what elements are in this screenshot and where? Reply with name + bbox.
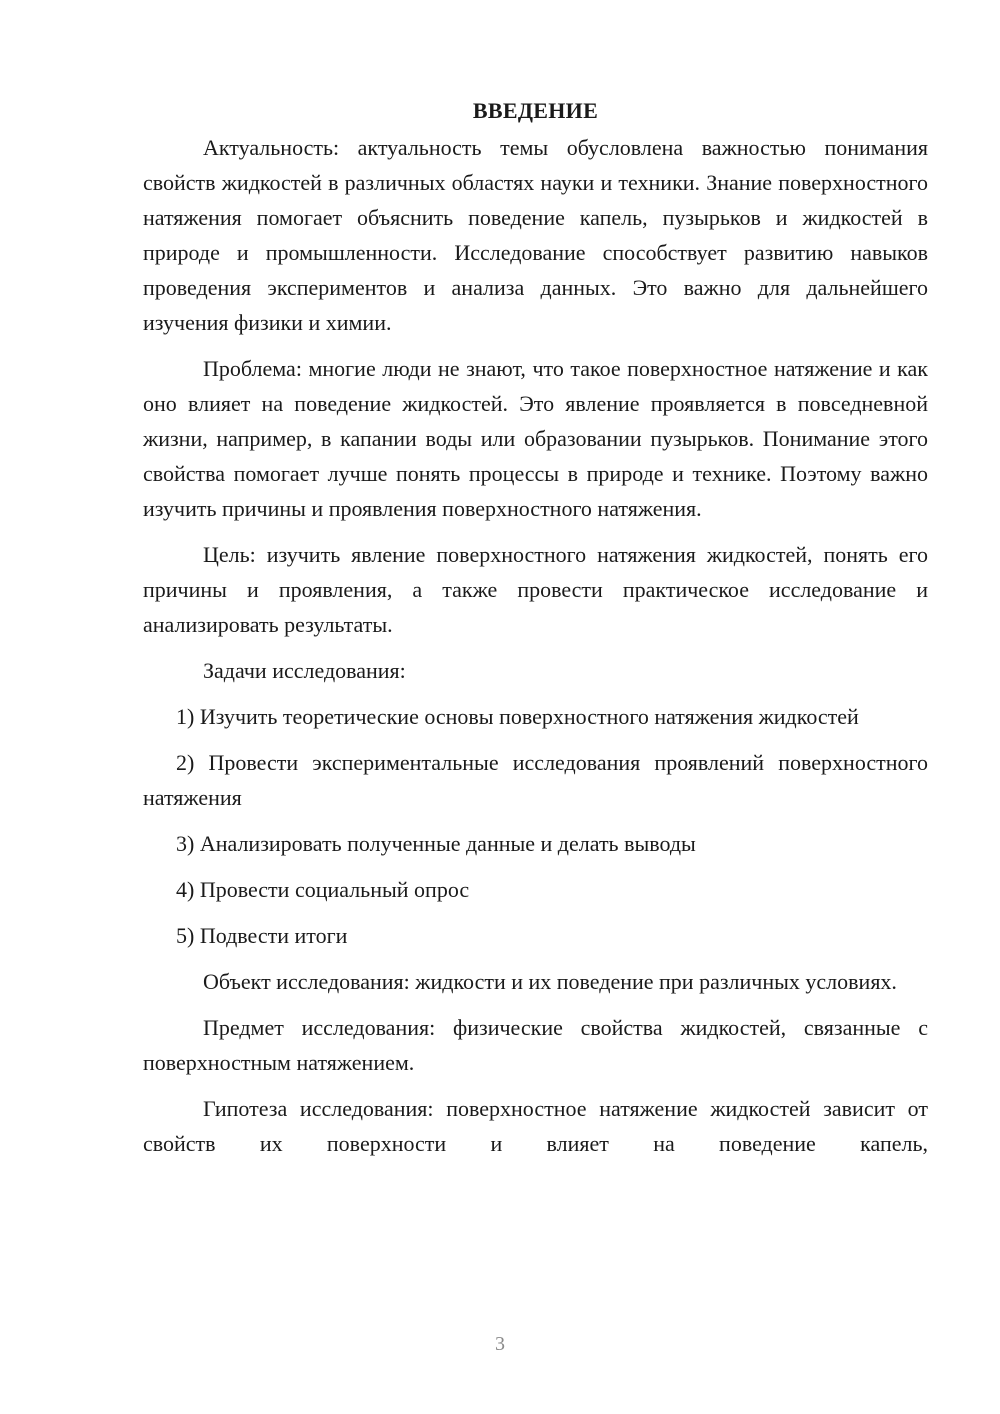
task-item: 5) Подвести итоги (176, 923, 348, 948)
tasks-list (143, 699, 928, 953)
page-title: ВВЕДЕНИЕ (472, 98, 599, 123)
page-number: 3 (495, 1333, 505, 1355)
tasks-label: Задачи исследования: (203, 658, 406, 683)
document-page (143, 96, 928, 1172)
object-paragraph: Объект исследования: жидкости и их поведение при различных условиях. (203, 969, 897, 994)
task-item: 2) Провести экспериментальные исследования проявлений поверхностного натяжения (143, 750, 928, 810)
task-item: 3) Анализировать полученные данные и делать выводы (176, 831, 696, 856)
goal-paragraph: Цель: изучить явление поверхностного натяжения жидкостей, понять его причины и проявления, а также провести практическое исследование и анализировать результаты. (143, 542, 928, 637)
problem-paragraph: Проблема: многие люди не знают, что такое поверхностное натяжение и как оно влияет на поведение жидкостей. Это явление проявляется в повседневной жизни, например, в капании воды или образовании пузырьков. Понимание этого свойства помогает лучше понять процессы в природе и технике. Поэтому важно изучить причины и проявления поверхностного натяжения. (143, 356, 928, 521)
hypothesis-paragraph: Гипотеза исследования: поверхностное натяжение жидкостей зависит от свойств их поверхности и влияет на поведение капель, (143, 1096, 928, 1156)
subject-paragraph: Предмет исследования: физические свойства жидкостей, связанные с поверхностным натяжением. (143, 1015, 928, 1075)
relevance-paragraph: Актуальность: актуальность темы обусловлена важностью понимания свойств жидкостей в различных областях науки и техники. Знание поверхностного натяжения помогает объяснить поведение капель, пузырьков и жидкостей в природе и промышленности. Исследование способствует развитию навыков проведения экспериментов и анализа данных. Это важно для дальнейшего изучения физики и химии. (143, 135, 928, 335)
task-item: 4) Провести социальный опрос (176, 877, 470, 902)
task-item: 1) Изучить теоретические основы поверхностного натяжения жидкостей (176, 704, 859, 729)
